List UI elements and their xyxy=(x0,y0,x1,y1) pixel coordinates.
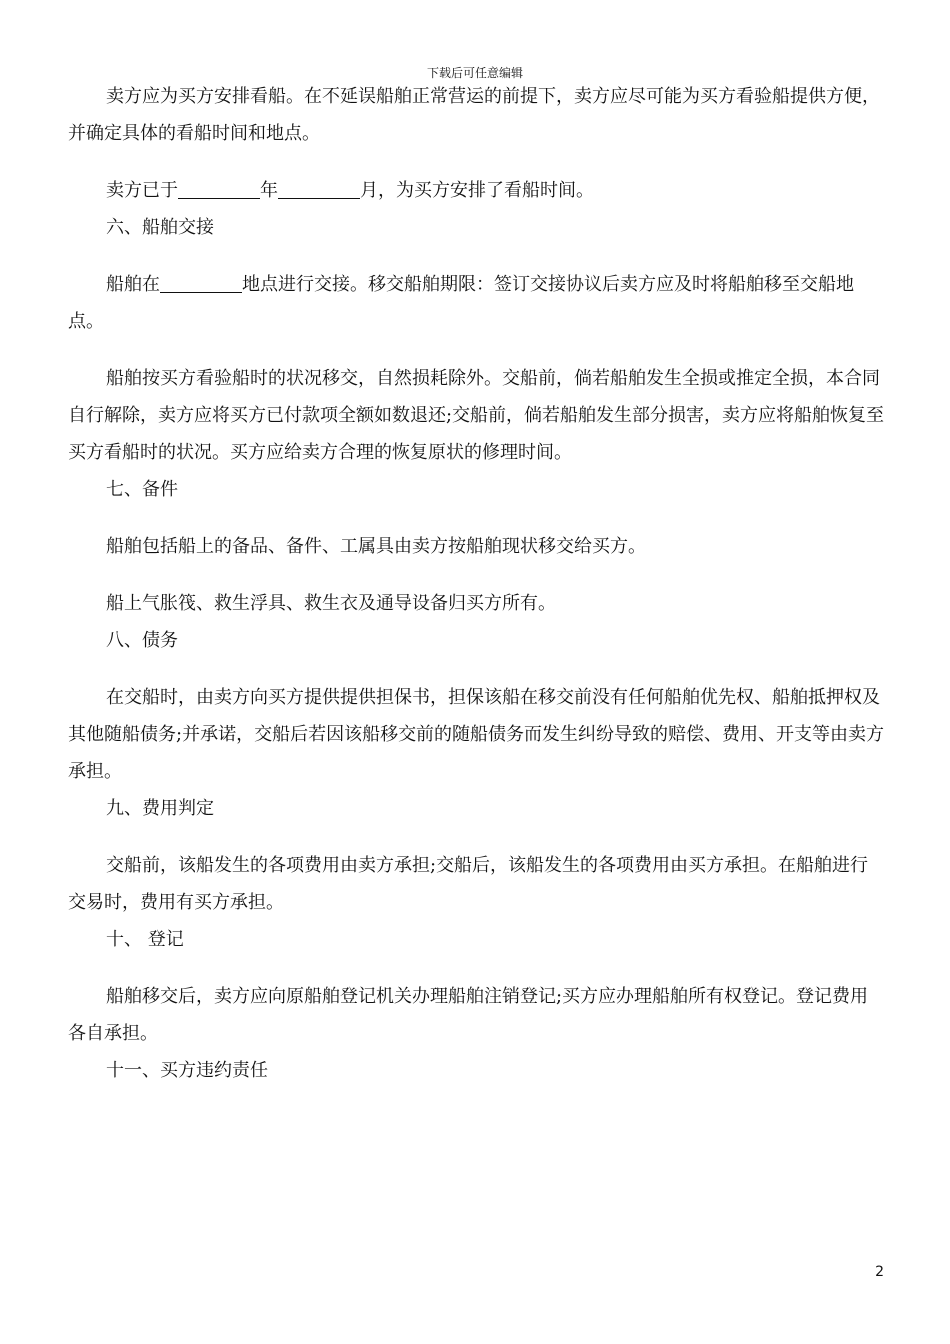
month-blank xyxy=(278,178,360,199)
paragraph-registration: 船舶移交后，卖方应向原船舶登记机关办理船舶注销登记;买方应办理船舶所有权登记。登记费用各自承担。 xyxy=(68,986,869,1044)
inspection-date-suffix: 月，为买方安排了看船时间。 xyxy=(360,180,594,201)
delivery-location-prefix: 船舶在 xyxy=(106,274,160,295)
paragraph-spare-parts: 船舶包括船上的备品、备件、工属具由卖方按船舶现状移交给买方。 xyxy=(106,536,646,557)
document-body xyxy=(68,78,886,1089)
inspection-date-prefix: 卖方已于 xyxy=(106,180,178,201)
section-heading-delivery: 六、船舶交接 xyxy=(106,217,214,238)
year-label: 年 xyxy=(260,180,278,201)
section-heading-buyer-breach: 十一、买方违约责任 xyxy=(106,1060,268,1081)
section-heading-spare-parts: 七、备件 xyxy=(106,479,178,500)
paragraph-inspection-arrangement: 卖方应为买方安排看船。在不延误船舶正常营运的前提下，卖方应尽可能为买方看验船提供方便，并确定具体的看船时间和地点。 xyxy=(68,86,880,144)
location-blank xyxy=(160,272,242,293)
paragraph-inspection-date xyxy=(68,172,886,209)
paragraph-costs: 交船前，该船发生的各项费用由卖方承担;交船后，该船发生的各项费用由买方承担。在船舶进行交易时，费用有买方承担。 xyxy=(68,855,869,913)
paragraph-debt-guarantee: 在交船时，由卖方向买方提供提供担保书，担保该船在移交前没有任何船舶优先权、船舶抵押权及其他随船债务;并承诺，交船后若因该船移交前的随船债务而发生纠纷导致的赔偿、费用、开支等由卖方承担。 xyxy=(68,687,885,782)
page-number: 2 xyxy=(875,1264,884,1280)
section-heading-debts: 八、债务 xyxy=(106,630,178,651)
paragraph-safety-equipment: 船上气胀筏、救生浮具、救生衣及通导设备归买方所有。 xyxy=(106,593,556,614)
section-heading-costs: 九、费用判定 xyxy=(106,798,214,819)
paragraph-delivery-location xyxy=(68,266,886,340)
header-note: 下载后可任意编辑 xyxy=(426,66,523,80)
year-blank xyxy=(178,178,260,199)
delivery-location-suffix: 地点进行交接。移交船舶期限：签订交接协议后卖方应及时将船舶移至交船地点。 xyxy=(68,274,854,332)
section-heading-registration: 十、 登记 xyxy=(106,929,184,950)
paragraph-delivery-condition: 船舶按买方看验船时的状况移交，自然损耗除外。交船前，倘若船舶发生全损或推定全损，本合同自行解除，卖方应将买方已付款项全额如数退还;交船前，倘若船舶发生部分损害，卖方应将船舶恢复至买方看船时的状况。买方应给卖方合理的恢复原状的修理时间。 xyxy=(68,368,885,463)
